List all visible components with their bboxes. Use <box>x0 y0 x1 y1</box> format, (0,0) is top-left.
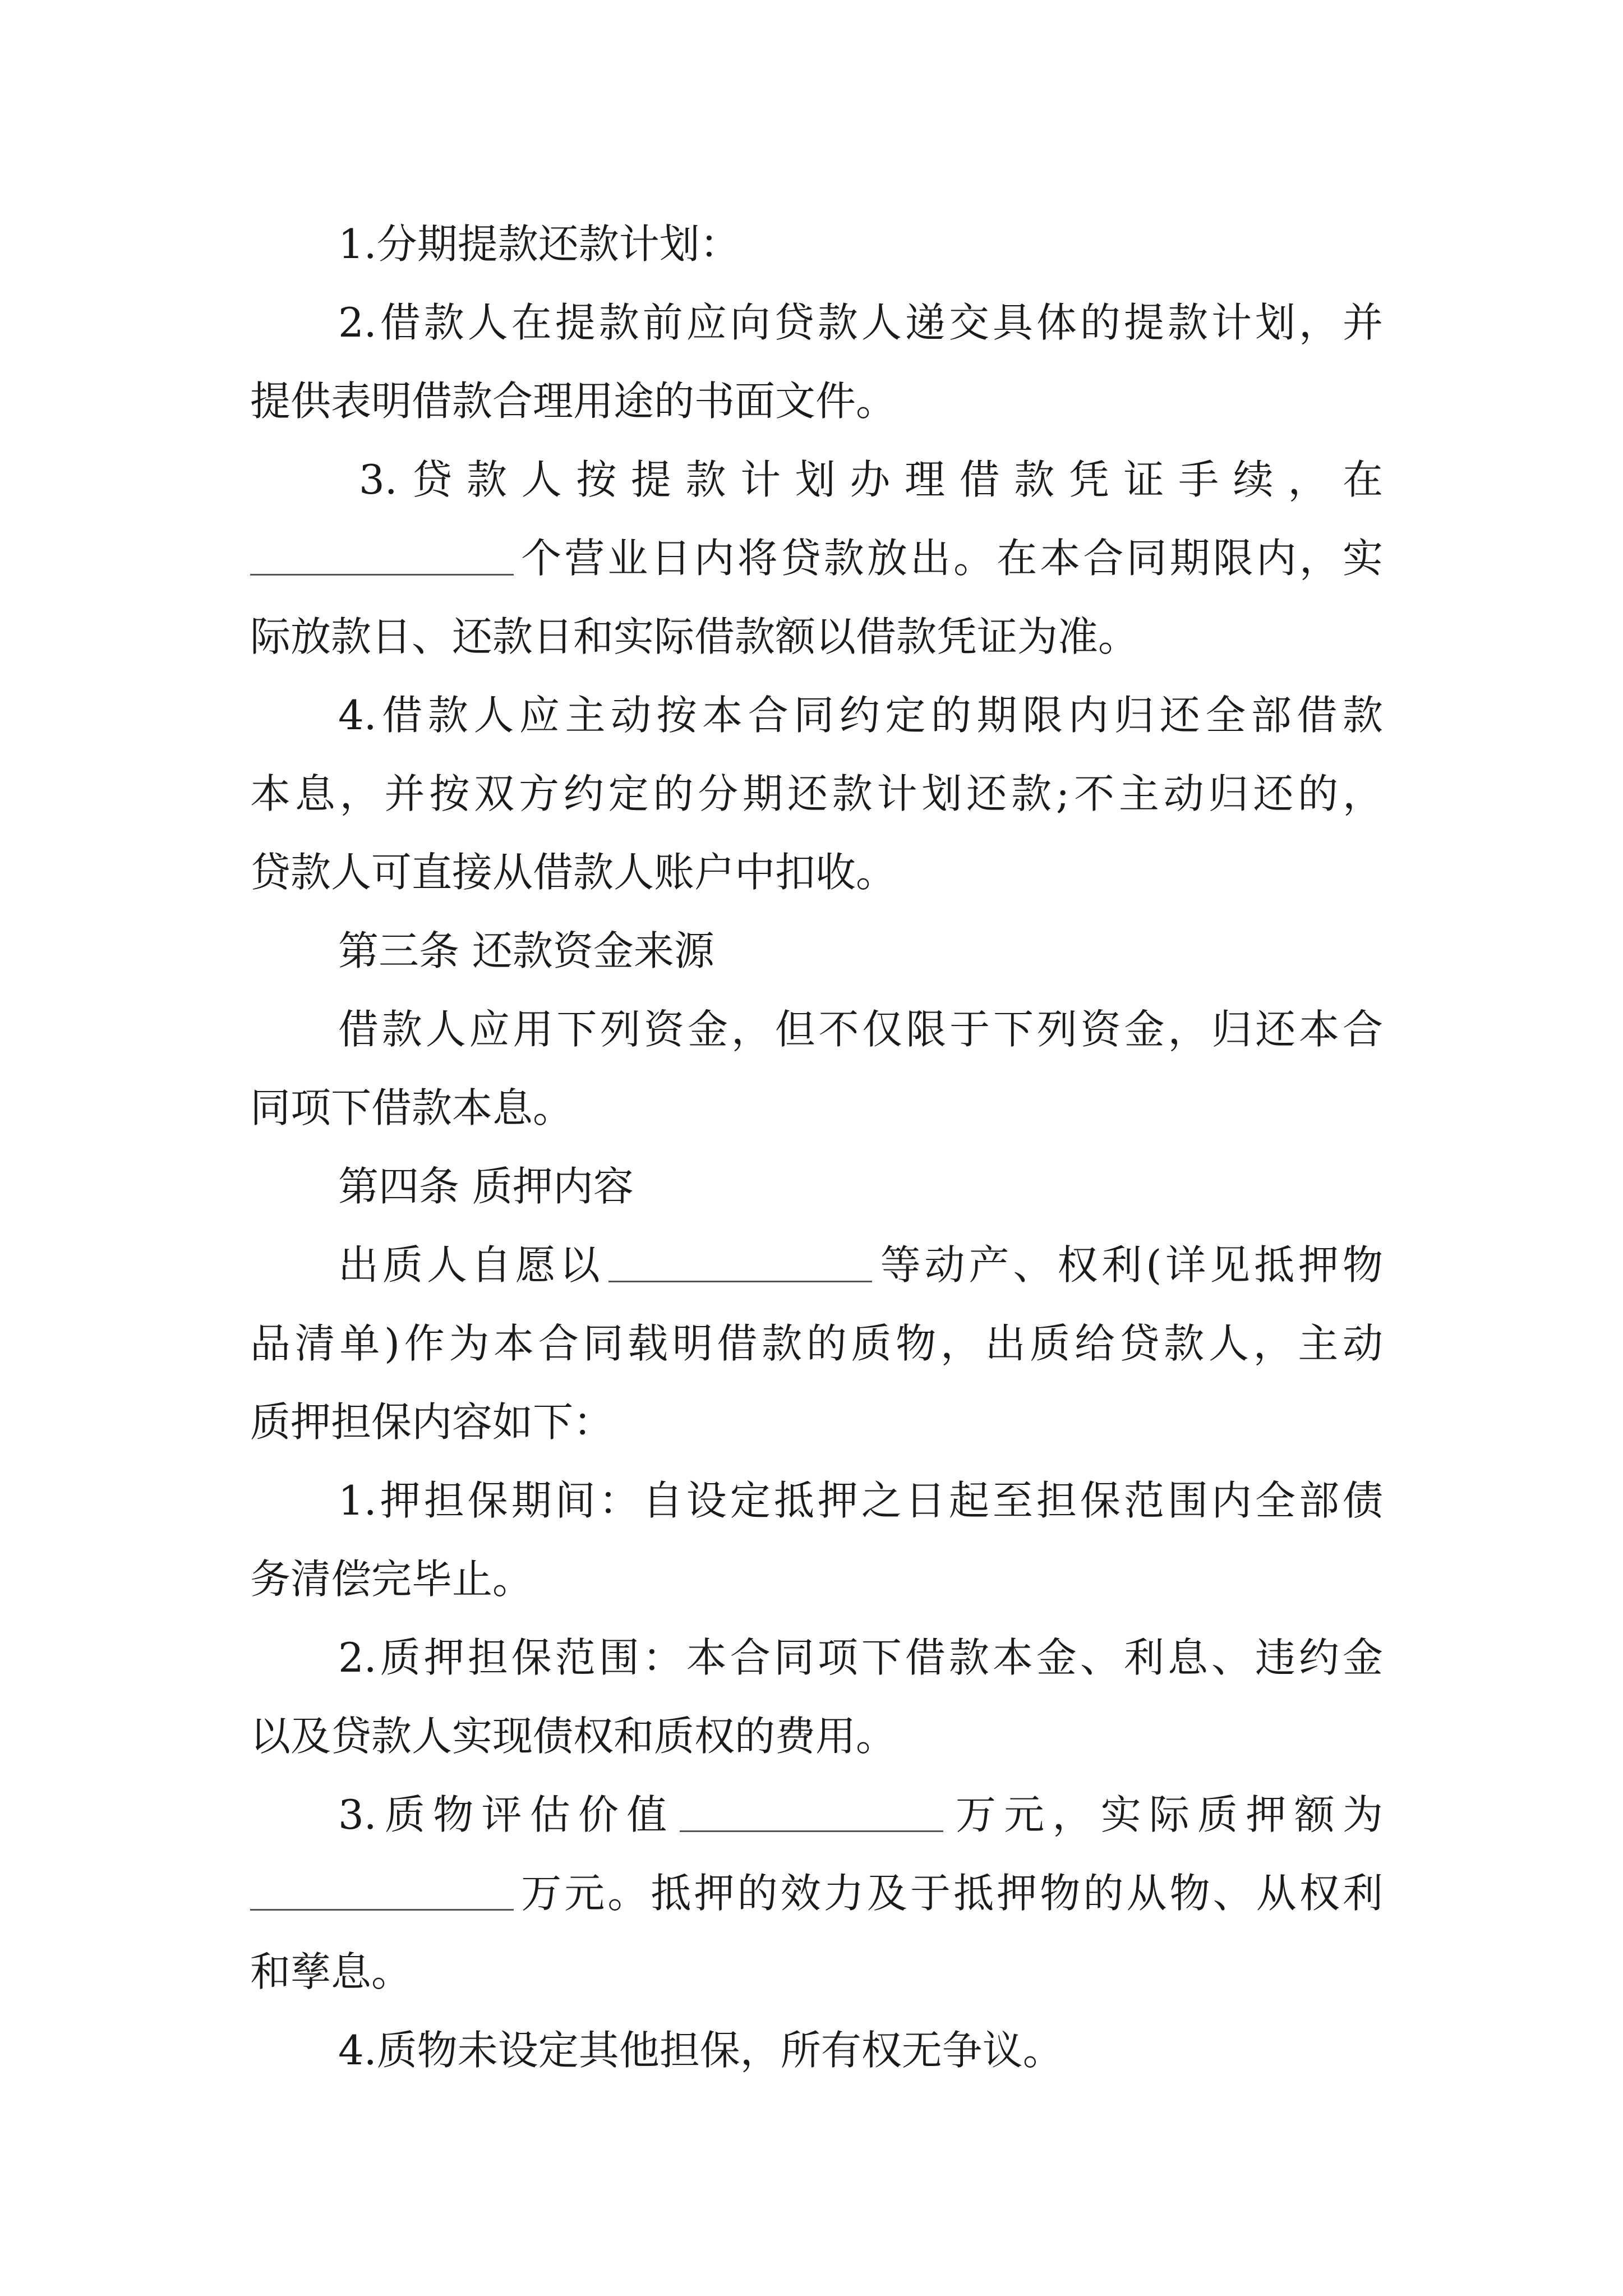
paragraph-line: 4.借款人应主动按本合同约定的期限内归还全部借款 <box>338 692 1383 739</box>
paragraph-line: 4.质物未设定其他担保，所有权无争议。 <box>338 2027 1063 2074</box>
paragraph-line: 1.押担保期间：自设定抵押之日起至担保范围内全部债 <box>338 1477 1383 1524</box>
paragraph-line: 提供表明借款合理用途的书面文件。 <box>250 378 897 425</box>
paragraph-line: 2.质押担保范围：本合同项下借款本金、利息、违约金 <box>338 1634 1383 1681</box>
section-heading: 第四条 质押内容 <box>338 1163 634 1210</box>
paragraph-line: 以及贷款人实现债权和质权的费用。 <box>250 1713 897 1760</box>
paragraph-line: 务清偿完毕止。 <box>250 1556 533 1603</box>
paragraph-line: 贷款人可直接从借款人账户中扣收。 <box>250 849 897 896</box>
fill-in-blank[interactable] <box>250 1869 514 1911</box>
section-heading: 第三条 还款资金来源 <box>338 927 714 974</box>
paragraph-line: 际放款日、还款日和实际借款额以借款凭证为准。 <box>250 613 1139 660</box>
paragraph-line: 3.贷款人按提款计划办理借款凭证手续，在 <box>359 456 1383 503</box>
fill-in-blank[interactable] <box>250 533 514 576</box>
paragraph-line: 同项下借款本息。 <box>250 1084 574 1131</box>
paragraph-line: 借款人应用下列资金，但不仅限于下列资金，归还本合 <box>338 1006 1383 1053</box>
paragraph-line: 本息，并按双方约定的分期还款计划还款;不主动归还的， <box>250 770 1383 817</box>
paragraph-line: 1.分期提款还款计划： <box>338 220 740 268</box>
paragraph-line: 和孳息。 <box>250 1948 412 1995</box>
paragraph-line: 2.借款人在提款前应向贷款人递交具体的提款计划，并 <box>338 299 1383 346</box>
fill-in-blank[interactable] <box>608 1240 872 1282</box>
paragraph-line: 个营业日内将贷款放出。在本合同期限内，实 <box>250 519 1383 597</box>
fill-in-blank[interactable] <box>680 1790 943 1832</box>
paragraph-line: 质押担保内容如下： <box>250 1398 614 1446</box>
paragraph-line: 出质人自愿以 等动产、权利(详见抵押物 <box>338 1241 1383 1289</box>
paragraph-line: 万元。抵押的效力及于抵押物的从物、从权利 <box>250 1854 1383 1932</box>
paragraph-line: 3.质物评估价值 万元，实际质押额为 <box>338 1791 1383 1838</box>
paragraph-line: 品清单)作为本合同载明借款的质物，出质给贷款人，主动 <box>250 1320 1383 1367</box>
